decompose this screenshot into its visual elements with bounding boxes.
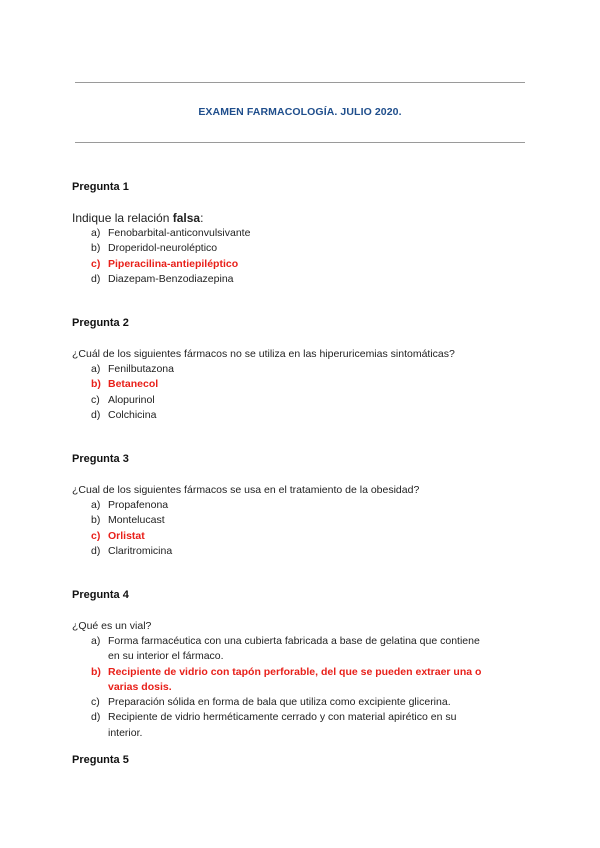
option-letter: b)	[91, 242, 101, 255]
option-text: Orlistat	[108, 529, 145, 542]
option-text: Recipiente de vidrio herméticamente cerrado y con material apirético en su interior.	[108, 711, 457, 739]
answer-option-b-correct	[91, 665, 532, 696]
answer-option-c-correct	[91, 257, 532, 272]
answer-option-c-correct	[91, 529, 532, 544]
question-text: ¿Qué es un vial?	[72, 620, 152, 632]
option-text: Claritromicina	[108, 544, 173, 557]
option-letter: b)	[91, 514, 101, 527]
question-text-end: :	[200, 211, 204, 225]
option-letter: a)	[91, 363, 101, 375]
option-letter: b)	[91, 378, 101, 391]
option-text: Recipiente de vidrio con tapón perforable, del que se pueden extraer una o varias dosis.	[108, 665, 482, 693]
question-heading: Pregunta 3	[72, 453, 129, 465]
header-top-rule	[75, 82, 525, 83]
question-heading: Pregunta 1	[72, 181, 129, 193]
question-text: ¿Cual de los siguientes fármacos se usa en el tratamiento de la obesidad?	[72, 484, 420, 496]
question-4	[72, 587, 532, 741]
question-1	[72, 179, 532, 287]
answer-options	[72, 362, 532, 423]
option-text: Piperacilina-antiepiléptico	[108, 257, 239, 270]
option-letter: d)	[91, 272, 101, 285]
option-letter: d)	[91, 711, 101, 724]
question-heading: Pregunta 5	[72, 754, 129, 766]
question-text: ¿Cuál de los siguientes fármacos no se utiliza en las hiperuricemias sintomáticas?	[72, 348, 455, 360]
option-text: Preparación sólida en forma de bala que utiliza como excipiente glicerina.	[108, 696, 451, 709]
option-letter: a)	[91, 635, 101, 647]
answer-options	[72, 634, 532, 741]
option-letter: c)	[91, 529, 101, 542]
option-text: Fenilbutazona	[108, 363, 174, 375]
question-text-start: Indique la relación	[72, 211, 173, 225]
option-text: Forma farmacéutica con una cubierta fabricada a base de gelatina que contiene en su interior el fármaco.	[108, 635, 480, 663]
question-3	[72, 451, 532, 559]
option-text: Colchicina	[108, 408, 157, 421]
option-letter: c)	[91, 696, 100, 709]
answer-option-b	[91, 513, 532, 528]
exam-title: EXAMEN FARMACOLOGÍA. JULIO 2020.	[198, 106, 402, 118]
option-text: Propafenona	[108, 499, 169, 511]
option-letter: c)	[91, 257, 101, 270]
option-text: Montelucast	[108, 514, 165, 527]
question-text	[72, 211, 532, 226]
option-text: Alopurinol	[108, 393, 155, 406]
answer-option-c	[91, 393, 532, 408]
answer-option-b	[91, 241, 532, 256]
option-letter: a)	[91, 499, 101, 511]
answer-option-a	[91, 498, 532, 513]
question-5	[72, 752, 532, 768]
answer-options	[72, 498, 532, 559]
question-text-emphasis: falsa	[172, 211, 201, 225]
option-text: Fenobarbital-anticonvulsivante	[108, 227, 251, 239]
answer-option-b-correct	[91, 377, 532, 392]
option-text: Droperidol-neuroléptico	[108, 242, 218, 255]
answer-option-c	[91, 695, 532, 710]
option-letter: b)	[91, 665, 101, 678]
answer-option-a	[91, 226, 532, 241]
header-bottom-rule	[75, 142, 525, 143]
answer-option-d	[91, 272, 532, 287]
question-heading: Pregunta 4	[72, 589, 129, 601]
option-letter: d)	[91, 544, 101, 557]
option-letter: d)	[91, 408, 101, 421]
answer-options	[72, 226, 532, 287]
answer-option-d	[91, 408, 532, 423]
option-letter: c)	[91, 393, 100, 406]
answer-option-a	[91, 634, 532, 665]
option-text: Diazepam-Benzodiazepina	[108, 272, 234, 285]
answer-option-d	[91, 710, 532, 741]
option-letter: a)	[91, 227, 101, 239]
question-heading: Pregunta 2	[72, 317, 129, 329]
question-2	[72, 315, 532, 423]
answer-option-a	[91, 362, 532, 377]
answer-option-d	[91, 544, 532, 559]
option-text: Betanecol	[108, 378, 159, 391]
